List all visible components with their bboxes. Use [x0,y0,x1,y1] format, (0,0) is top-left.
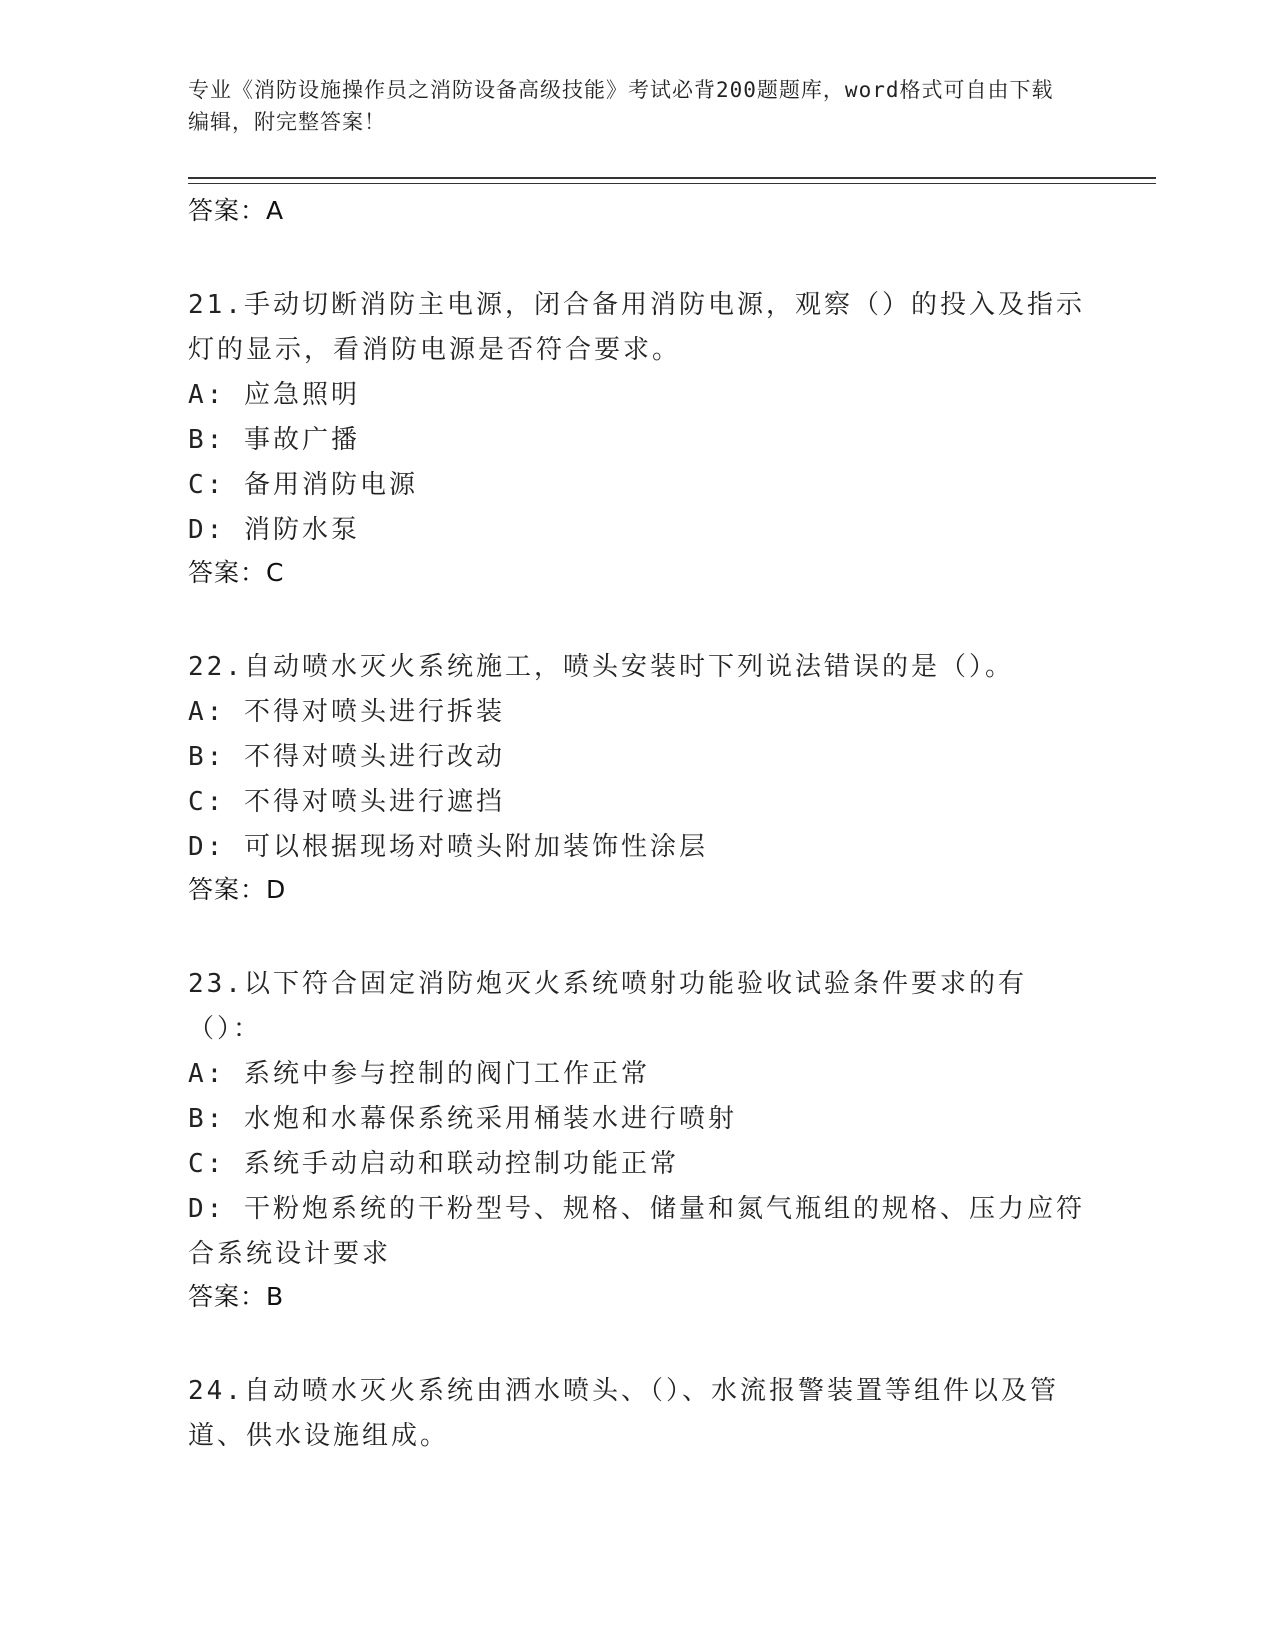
question-21 [188,283,1088,593]
question-23 [188,962,1088,1317]
option-d: D: 消防水泵 [188,515,360,545]
header-divider-thick [188,177,1156,179]
option-a: A: 应急照明 [188,380,360,410]
previous-answer: 答案：A [188,196,285,225]
option-c: C: 不得对喷头进行遮挡 [188,787,505,817]
option-c: C: 系统手动启动和联动控制功能正常 [188,1149,679,1179]
question-text: 22.自动喷水灭火系统施工，喷头安装时下列说法错误的是（）。 [188,652,1014,682]
answer: 答案：B [188,1282,285,1311]
question-22 [188,645,1088,910]
option-b: B: 事故广播 [188,425,360,455]
option-b: B: 不得对喷头进行改动 [188,742,505,772]
question-24 [188,1369,1088,1459]
option-d: D: 可以根据现场对喷头附加装饰性涂层 [188,832,708,862]
document-header: 专业《消防设施操作员之消防设备高级技能》考试必背200题题库，word格式可自由下载编辑，附完整答案！ [188,78,1054,134]
option-d: D: 干粉炮系统的干粉型号、规格、储量和氮气瓶组的规格、压力应符合系统设计要求 [188,1194,1085,1269]
answer: 答案：D [188,875,287,904]
option-a: A: 系统中参与控制的阀门工作正常 [188,1059,650,1089]
option-b: B: 水炮和水幕保系统采用桶装水进行喷射 [188,1104,737,1134]
header-divider-thin [188,183,1156,184]
question-text: 23.以下符合固定消防炮灭火系统喷射功能验收试验条件要求的有（）： [188,969,1027,1044]
question-text: 24.自动喷水灭火系统由洒水喷头、（）、水流报警装置等组件以及管道、供水设施组成。 [188,1376,1059,1451]
option-a: A: 不得对喷头进行拆装 [188,697,505,727]
option-c: C: 备用消防电源 [188,470,418,500]
question-text: 21.手动切断消防主电源，闭合备用消防电源，观察（）的投入及指示灯的显示，看消防电源是否符合要求。 [188,290,1085,365]
question-list [188,191,1088,1459]
answer: 答案：C [188,558,285,587]
